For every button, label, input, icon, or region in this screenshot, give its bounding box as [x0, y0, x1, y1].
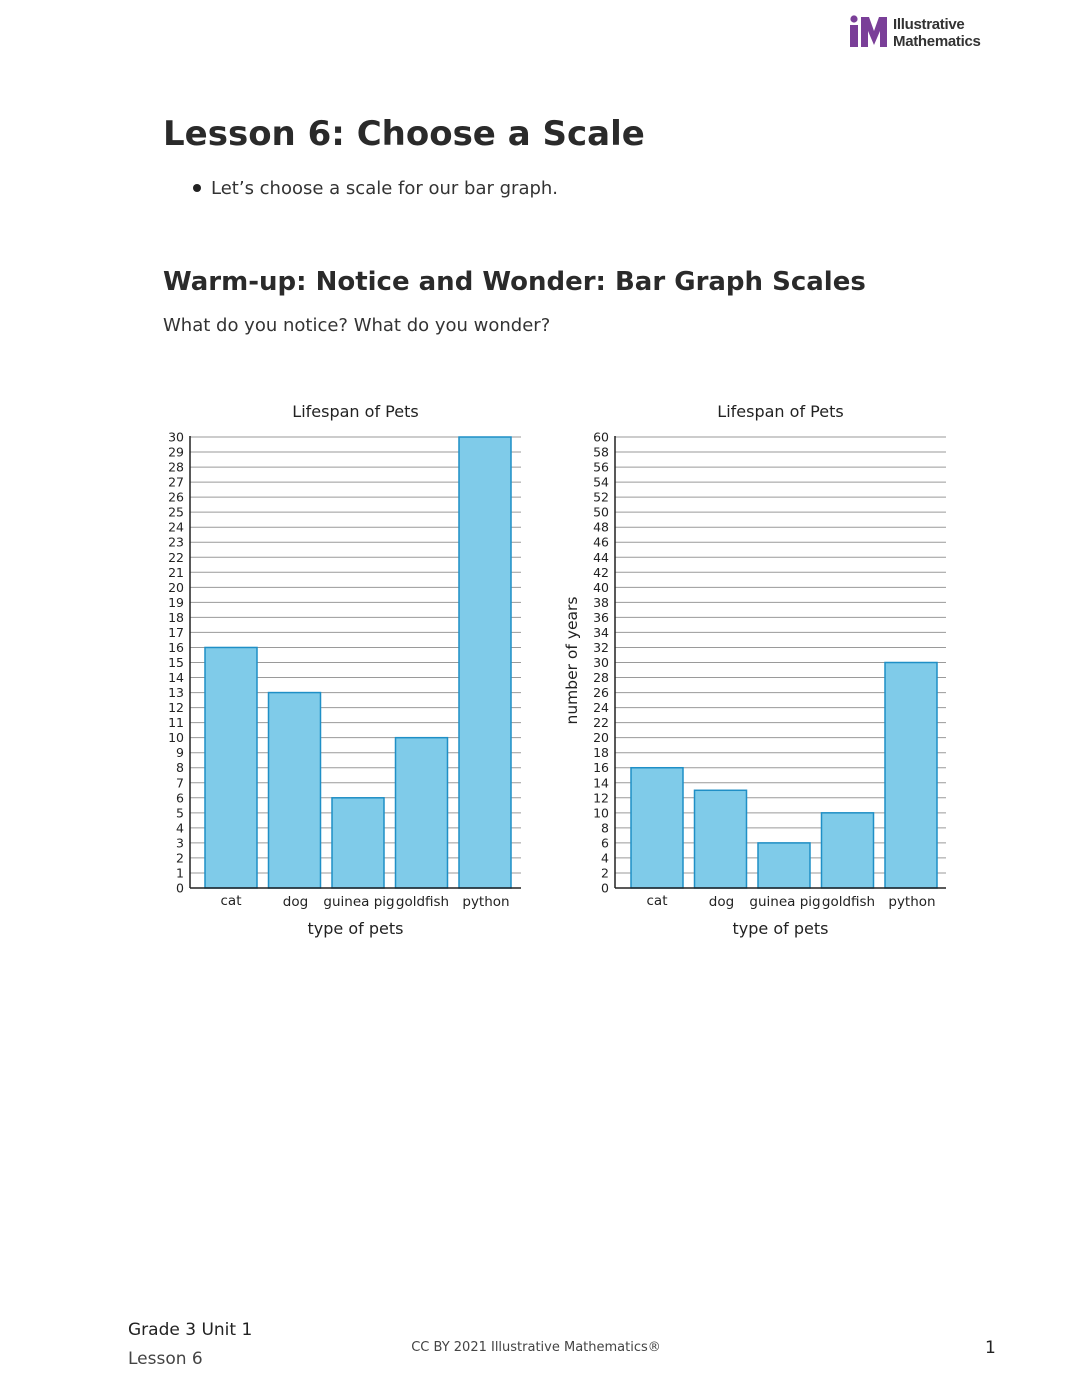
im-logo-icon — [848, 15, 888, 51]
y-tick-label: 48 — [593, 519, 609, 535]
y-tick-label: 6 — [176, 790, 184, 806]
footer-copyright: CC BY 2021 Illustrative Mathematics® — [411, 1340, 661, 1355]
x-category-label: python — [462, 894, 510, 910]
y-tick-label: 30 — [168, 429, 184, 445]
y-axis-label: number of years — [563, 596, 581, 725]
bar-dog — [269, 693, 321, 888]
y-tick-label: 46 — [593, 534, 609, 550]
bar-python — [885, 663, 937, 889]
footer-grade: Grade 3 Unit 1 — [128, 1320, 253, 1340]
y-tick-label: 26 — [593, 685, 609, 701]
bar-goldfish — [822, 813, 874, 888]
y-tick-label: 0 — [601, 880, 609, 896]
y-tick-label: 7 — [176, 775, 184, 791]
brand-name-line1: Illustrative — [893, 16, 965, 33]
learning-goal-item: Let’s choose a scale for our bar graph. — [190, 176, 558, 202]
y-tick-label: 60 — [593, 429, 609, 445]
bar-charts — [0, 390, 1072, 950]
bar-cat — [205, 647, 257, 888]
y-tick-label: 25 — [168, 504, 184, 520]
y-tick-label: 8 — [601, 820, 609, 836]
y-tick-label: 19 — [168, 594, 184, 610]
y-tick-label: 4 — [601, 850, 609, 866]
y-tick-label: 17 — [168, 624, 184, 640]
y-tick-label: 18 — [593, 745, 609, 761]
y-tick-label: 58 — [593, 444, 609, 460]
x-category-label: goldfish — [821, 894, 876, 910]
y-tick-label: 22 — [168, 549, 184, 565]
y-tick-label: 5 — [176, 805, 184, 821]
bar-cat — [631, 768, 683, 888]
y-tick-label: 29 — [168, 444, 184, 460]
x-category-label: goldfish — [395, 894, 450, 910]
y-tick-label: 28 — [593, 670, 609, 686]
y-tick-label: 20 — [593, 730, 609, 746]
page-number: 1 — [985, 1338, 996, 1358]
y-tick-label: 44 — [593, 549, 609, 565]
y-tick-label: 56 — [593, 459, 609, 475]
x-category-label: guinea pig — [749, 894, 821, 910]
y-tick-label: 18 — [168, 609, 184, 625]
y-tick-label: 34 — [593, 624, 609, 640]
y-tick-label: 14 — [593, 775, 609, 791]
y-tick-label: 11 — [168, 715, 184, 731]
bar-goldfish — [396, 738, 448, 888]
y-tick-label: 10 — [168, 730, 184, 746]
footer-lesson: Lesson 6 — [128, 1349, 203, 1369]
x-category-label: guinea pig — [323, 894, 395, 910]
bar-chart-1 — [168, 402, 521, 938]
y-tick-label: 52 — [593, 489, 609, 505]
y-tick-label: 6 — [601, 835, 609, 851]
y-tick-label: 13 — [168, 685, 184, 701]
y-tick-label: 4 — [176, 820, 184, 836]
y-tick-label: 15 — [168, 655, 184, 670]
chart-title: Lifespan of Pets — [717, 402, 844, 421]
y-tick-label: 36 — [593, 609, 609, 625]
y-tick-label: 27 — [168, 474, 184, 490]
y-tick-label: 9 — [176, 745, 184, 761]
y-tick-label: 16 — [593, 760, 609, 776]
brand-name-line2: Mathematics — [893, 33, 981, 50]
x-category-label: python — [888, 894, 936, 910]
x-category-label: dog — [708, 894, 735, 910]
bar-guinea-pig — [758, 843, 810, 888]
y-tick-label: 42 — [593, 564, 609, 580]
brand-logo — [848, 15, 1008, 51]
y-tick-label: 12 — [168, 700, 184, 716]
chart-title: Lifespan of Pets — [292, 402, 419, 421]
y-tick-label: 32 — [593, 639, 609, 655]
y-tick-label: 3 — [176, 835, 184, 851]
y-tick-label: 24 — [168, 519, 184, 535]
y-tick-label: 38 — [593, 594, 609, 610]
warmup-prompt: What do you notice? What do you wonder? — [163, 315, 551, 336]
y-tick-label: 30 — [593, 655, 609, 670]
y-tick-label: 1 — [176, 865, 184, 881]
y-tick-label: 12 — [593, 790, 609, 806]
y-tick-label: 28 — [168, 459, 184, 475]
y-tick-label: 20 — [168, 579, 184, 595]
y-tick-label: 2 — [601, 865, 609, 881]
y-tick-label: 54 — [593, 474, 609, 490]
y-tick-label: 2 — [176, 850, 184, 866]
y-tick-label: 16 — [168, 639, 184, 655]
y-tick-label: 14 — [168, 670, 184, 686]
bar-guinea-pig — [332, 798, 384, 888]
warmup-title: Warm-up: Notice and Wonder: Bar Graph Scales — [163, 267, 866, 297]
lesson-title: Lesson 6: Choose a Scale — [163, 114, 645, 154]
y-tick-label: 8 — [176, 760, 184, 776]
y-tick-label: 40 — [593, 579, 609, 595]
bar-dog — [695, 790, 747, 888]
x-category-label: cat — [646, 893, 668, 909]
x-category-label: dog — [282, 894, 309, 910]
y-tick-label: 26 — [168, 489, 184, 505]
y-tick-label: 50 — [593, 504, 609, 520]
bar-python — [459, 437, 511, 888]
x-category-label: cat — [220, 893, 242, 909]
x-axis-label: type of pets — [732, 919, 829, 938]
y-tick-label: 24 — [593, 700, 609, 716]
y-tick-label: 22 — [593, 715, 609, 731]
bar-chart-2 — [563, 402, 946, 938]
charts-area — [0, 390, 1072, 954]
learning-goals — [190, 176, 558, 202]
y-tick-label: 21 — [168, 564, 184, 580]
y-tick-label: 23 — [168, 534, 184, 550]
y-tick-label: 0 — [176, 880, 184, 896]
x-axis-label: type of pets — [307, 919, 404, 938]
y-tick-label: 10 — [593, 805, 609, 821]
